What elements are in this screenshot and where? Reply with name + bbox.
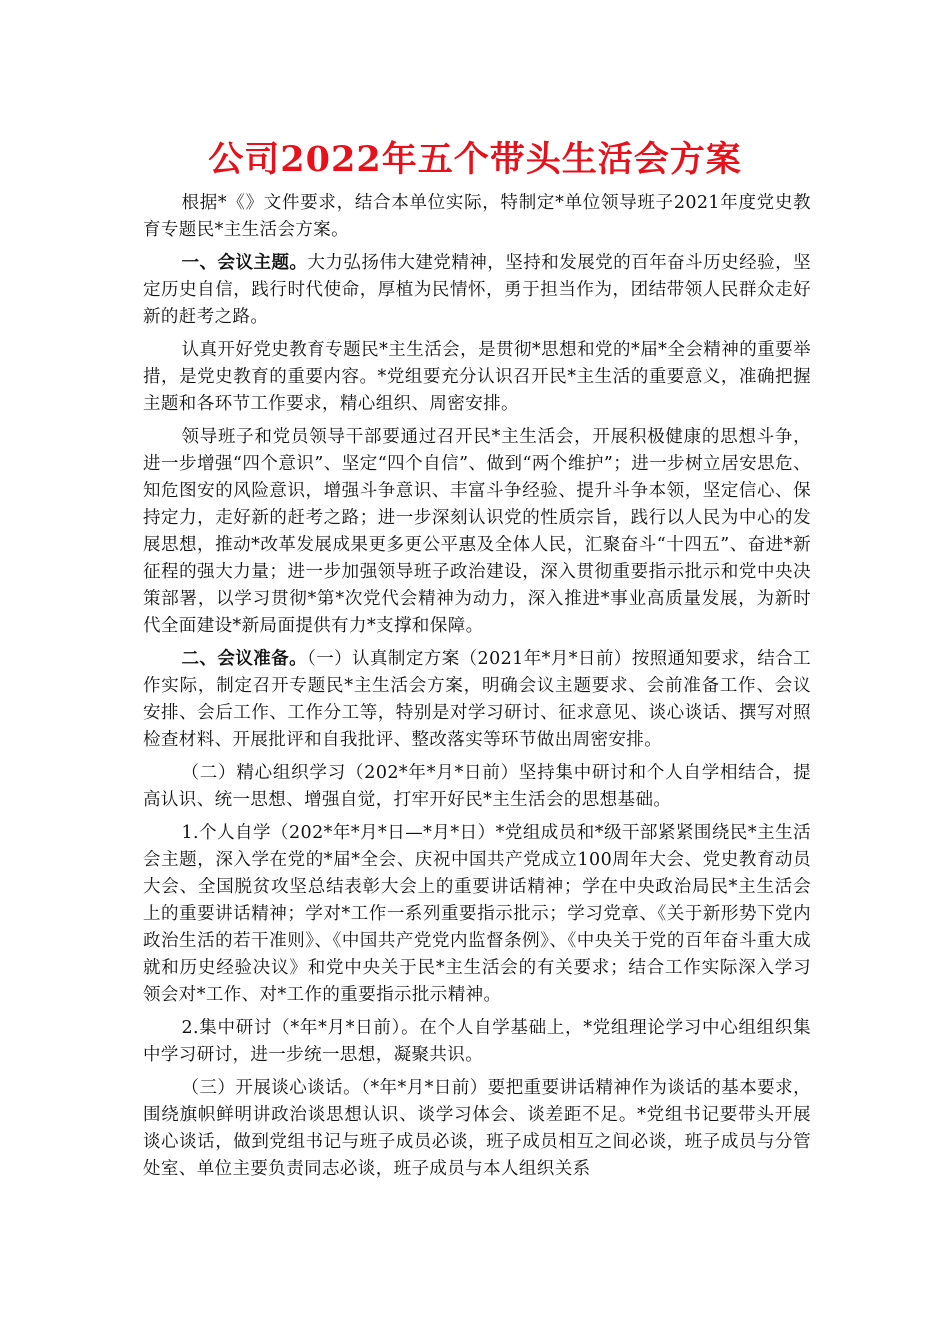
paragraph-goals (143, 424, 811, 640)
paragraph-text: 大力弘扬伟大建党精神，坚持和发展党的百年奋斗历史经验，坚定历史自信，践行时代使命，厚植为民情怀，勇于担当作为，团结带领人民群众走好新的赶考之路。 (143, 253, 811, 327)
paragraph-text: （一）认真制定方案（2021年*月*日前）按照通知要求，结合工作实际，制定召开专题民*主生活会方案，明确会议主题要求、会前准备工作、会议安排、会后工作、工作分工等，特别是对学习研讨、征求意见、谈心谈话、撰写对照检查材料、开展批评和自我批评、整改落实等环节做出周密安排。 (143, 649, 811, 750)
paragraph-text: （三）开展谈心谈话。（*年*月*日前）要把重要讲话精神作为谈话的基本要求，围绕旗帜鲜明讲政治谈思想认识、谈学习体会、谈差距不足。*党组书记要带头开展谈心谈话，做到党组书记与班子成员必谈，班子成员相互之间必谈，班子成员与分管处室、单位主要负责同志必谈，班子成员与本人组织关系 (143, 1078, 811, 1179)
paragraph-lead: 二、会议准备。 (181, 649, 308, 669)
paragraph-meeting-theme (143, 250, 811, 331)
document-body (143, 190, 811, 1189)
paragraph-study-organization (143, 760, 811, 814)
paragraph-text: 2.集中研讨（*年*月*日前）。在个人自学基础上，*党组理论学习中心组组织集中学习研讨，进一步统一思想，凝聚共识。 (143, 1018, 811, 1065)
paragraph-group-discussion (143, 1015, 811, 1069)
paragraph-self-study (143, 820, 811, 1009)
paragraph-text: （二）精心组织学习（202*年*月*日前）坚持集中研讨和个人自学相结合，提高认识、统一思想、增强自觉，打牢开好民*主生活会的思想基础。 (143, 763, 811, 810)
paragraph-text: 1.个人自学（202*年*月*日—*月*日）*党组成员和*级干部紧紧围绕民*主生活会主题，深入学在党的*届*全会、庆祝中国共产党成立100周年大会、党史教育动员大会、全国脱贫攻坚总结表彰大会上的重要讲话精神；学在中央政治局民*主生活会上的重要讲话精神；学对*工作一系列重要指示批示；学习党章、《关于新形势下党内政治生活的若干准则》、《中国共产党党内监督条例》、《中央关于党的百年奋斗重大成就和历史经验决议》和党中央关于民*主生活会的有关要求；结合工作实际深入学习领会对*工作、对*工作的重要指示批示精神。 (143, 823, 811, 1005)
paragraph-text: 认真开好党史教育专题民*主生活会，是贯彻*思想和党的*届*全会精神的重要举措，是党史教育的重要内容。*党组要充分认识召开民*主生活的重要意义，准确把握主题和各环节工作要求，精心组织、周密安排。 (143, 340, 811, 414)
paragraph-text: 根据*《》文件要求，结合本单位实际，特制定*单位领导班子2021年度党史教育专题民*主生活会方案。 (143, 193, 811, 240)
paragraph-significance (143, 337, 811, 418)
document-title: 公司2022年五个带头生活会方案 (208, 139, 742, 180)
paragraph-text: 领导班子和党员领导干部要通过召开民*主生活会，开展积极健康的思想斗争，进一步增强“四个意识”、坚定“四个自信”、做到“两个维护”；进一步树立居安思危、知危图安的风险意识，增强斗争意识、丰富斗争经验、提升斗争本领，坚定信心、保持定力，走好新的赶考之路；进一步深刻认识党的性质宗旨，践行以人民为中心的发展思想，推动*改革发展成果更多更公平惠及全体人民，汇聚奋斗“十四五”、奋进*新征程的强大力量；进一步加强领导班子政治建设，深入贯彻重要指示批示和党中央决策部署，以学习贯彻*第*次党代会精神为动力，深入推进*事业高质量发展，为新时代全面建设*新局面提供有力*支撑和保障。 (143, 427, 811, 636)
paragraph-meeting-preparation (143, 646, 811, 754)
paragraph-intro (143, 190, 811, 244)
paragraph-lead: 一、会议主题。 (181, 253, 308, 273)
paragraph-heart-to-heart-talks (143, 1075, 811, 1183)
